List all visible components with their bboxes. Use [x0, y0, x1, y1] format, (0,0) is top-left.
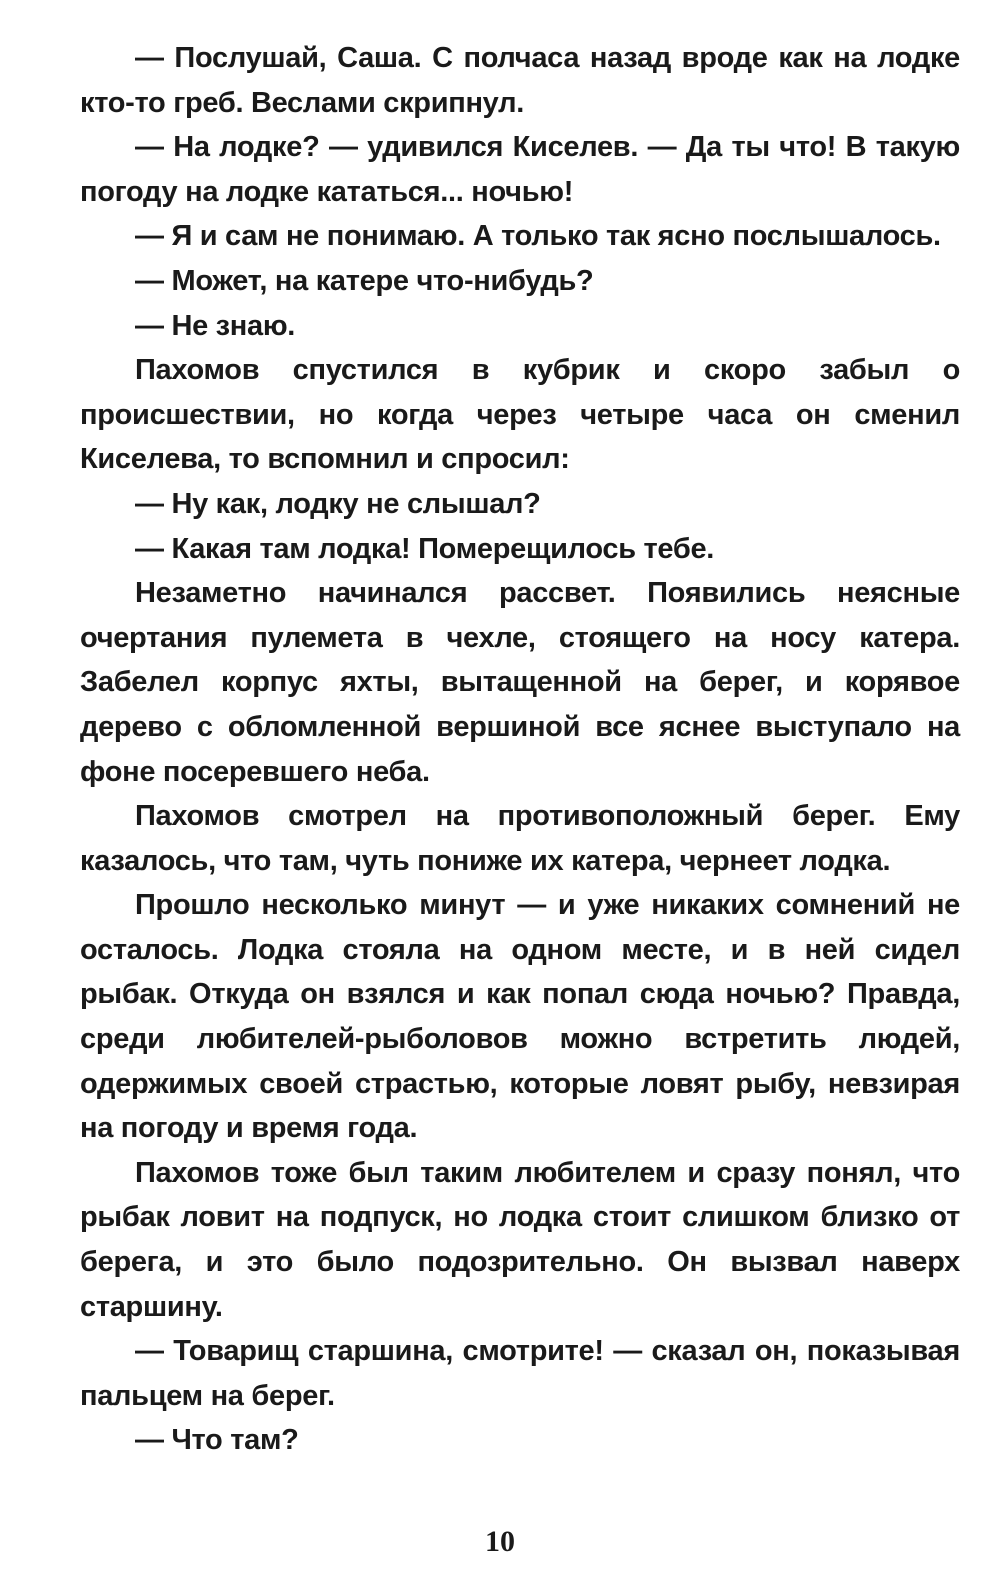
paragraph: — Товарищ старшина, смотрите! — сказал он, показывая пальцем на берег. [80, 1335, 960, 1412]
page-number: 10 [485, 1525, 515, 1558]
paragraph: — Я и сам не понимаю. А только так ясно послышалось. [135, 220, 941, 253]
paragraph: — Что там? [135, 1424, 299, 1457]
paragraph: — Ну как, лодку не слышал? [135, 487, 541, 520]
paragraph: — На лодке? — удивился Киселев. — Да ты что! В такую погоду на лодке кататься... ночью! [80, 131, 960, 208]
paragraph: — Может, на катере что-нибудь? [135, 264, 594, 297]
paragraph: Прошло несколько минут — и уже никаких сомнений не осталось. Лодка стояла на одном месте, и в ней сидел рыбак. Откуда он взялся и как попал сюда ночью? Правда, среди любителей-рыболовов можно встретить людей, одержимых своей страстью, которые ловят рыбу, невзирая на погоду и время года. [80, 889, 960, 1145]
paragraph: Пахомов тоже был таким любителем и сразу понял, что рыбак ловит на подпуск, но лодка стоит слишком близко от берега, и это было подозрительно. Он вызвал наверх старшину. [80, 1156, 960, 1323]
paragraph: — Какая там лодка! Померещилось тебе. [135, 532, 715, 565]
paragraph: Незаметно начинался рассвет. Появились неясные очертания пулемета в чехле, стоящего на носу катера. Забелел корпус яхты, вытащенной на берег, и корявое дерево с обломленной вершиной все яснее выступало на фоне посеревшего неба. [80, 577, 960, 788]
paragraph: Пахомов спустился в кубрик и скоро забыл о происшествии, но когда через четыре часа он сменил Киселева, то вспомнил и спросил: [80, 354, 960, 476]
page-body [80, 36, 960, 1516]
paragraph: — Не знаю. [135, 309, 296, 342]
paragraph: Пахомов смотрел на противоположный берег. Ему казалось, что там, чуть пониже их катера, чернеет лодка. [80, 800, 960, 877]
paragraph: — Послушай, Саша. С полчаса назад вроде как на лодке кто-то греб. Веслами скрипнул. [80, 42, 960, 119]
